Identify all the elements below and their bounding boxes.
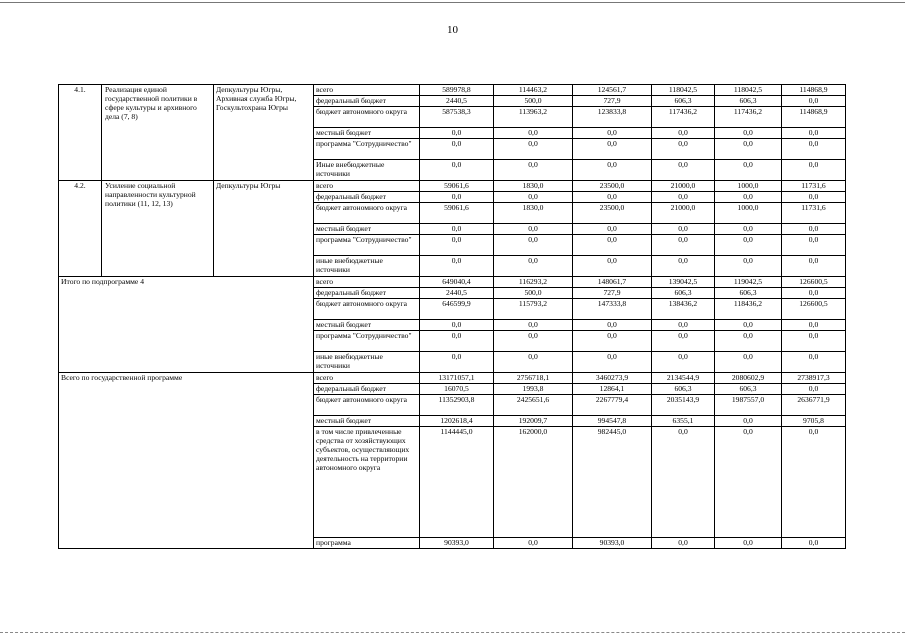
funding-source: федеральный бюджет [314, 192, 420, 203]
funding-source: местный бюджет [314, 416, 420, 427]
funding-source: бюджет автономного округа [314, 395, 420, 416]
amount-cell: 0,0 [494, 320, 573, 331]
amount-cell: 0,0 [715, 192, 782, 203]
activity-name: Реализация единой государственной политики в сфере культуры и архивного дела (7, 8) [102, 85, 214, 181]
page-number: 10 [447, 24, 458, 36]
amount-cell: 2738917,3 [782, 373, 846, 384]
funding-source: федеральный бюджет [314, 96, 420, 107]
amount-cell: 606,3 [715, 384, 782, 395]
amount-cell: 0,0 [420, 160, 494, 181]
amount-cell: 0,0 [782, 192, 846, 203]
amount-cell: 0,0 [652, 320, 715, 331]
amount-cell: 147333,8 [573, 299, 652, 320]
amount-cell: 0,0 [420, 128, 494, 139]
amount-cell: 0,0 [652, 256, 715, 277]
amount-cell: 0,0 [494, 224, 573, 235]
amount-cell: 0,0 [652, 160, 715, 181]
amount-cell: 162000,0 [494, 427, 573, 538]
amount-cell: 0,0 [782, 128, 846, 139]
amount-cell: 0,0 [652, 427, 715, 538]
funding-source: программа "Сотрудничество" [314, 235, 420, 256]
amount-cell: 0,0 [782, 320, 846, 331]
amount-cell: 1830,0 [494, 181, 573, 192]
amount-cell: 1993,8 [494, 384, 573, 395]
amount-cell: 606,3 [715, 288, 782, 299]
amount-cell: 0,0 [573, 352, 652, 373]
amount-cell: 649040,4 [420, 277, 494, 288]
amount-cell: 0,0 [782, 256, 846, 277]
amount-cell: 0,0 [715, 427, 782, 538]
amount-cell: 2425651,6 [494, 395, 573, 416]
amount-cell: 117436,2 [652, 107, 715, 128]
amount-cell: 0,0 [420, 139, 494, 160]
executor: Депкультуры Югры, Архивная служба Югры, Госкультохрана Югры [214, 85, 314, 181]
amount-cell: 21000,0 [652, 203, 715, 224]
amount-cell: 9705,8 [782, 416, 846, 427]
activity-name: Усиление социальной направленности культурной политики (11, 12, 13) [102, 181, 214, 277]
funding-source: программа "Сотрудничество" [314, 139, 420, 160]
amount-cell: 606,3 [652, 384, 715, 395]
row-number: 4.1. [59, 85, 102, 181]
amount-cell: 0,0 [782, 235, 846, 256]
funding-source: в том числе привлеченные средства от хозяйствующих субъектов, осуществляющих деятельность на территории автономного округа [314, 427, 420, 538]
amount-cell: 994547,8 [573, 416, 652, 427]
amount-cell: 0,0 [782, 384, 846, 395]
funding-source: местный бюджет [314, 128, 420, 139]
amount-cell: 0,0 [782, 224, 846, 235]
amount-cell: 0,0 [573, 128, 652, 139]
amount-cell: 0,0 [420, 320, 494, 331]
amount-cell: 0,0 [494, 192, 573, 203]
amount-cell: 0,0 [715, 256, 782, 277]
amount-cell: 606,3 [652, 96, 715, 107]
amount-cell: 0,0 [573, 139, 652, 160]
amount-cell: 2636771,9 [782, 395, 846, 416]
amount-cell: 589978,8 [420, 85, 494, 96]
amount-cell: 114868,9 [782, 85, 846, 96]
amount-cell: 0,0 [494, 256, 573, 277]
amount-cell: 727,9 [573, 288, 652, 299]
amount-cell: 59061,6 [420, 203, 494, 224]
amount-cell: 0,0 [652, 128, 715, 139]
amount-cell: 0,0 [715, 331, 782, 352]
amount-cell: 116293,2 [494, 277, 573, 288]
table-row [59, 181, 846, 192]
amount-cell: 126600,5 [782, 277, 846, 288]
amount-cell: 0,0 [573, 320, 652, 331]
amount-cell: 21000,0 [652, 181, 715, 192]
amount-cell: 2756718,1 [494, 373, 573, 384]
amount-cell: 0,0 [494, 352, 573, 373]
amount-cell: 0,0 [494, 235, 573, 256]
program-funding-table [58, 84, 846, 549]
amount-cell: 646599,9 [420, 299, 494, 320]
amount-cell: 90393,0 [573, 538, 652, 549]
amount-cell: 0,0 [652, 139, 715, 160]
amount-cell: 0,0 [782, 427, 846, 538]
amount-cell: 982445,0 [573, 427, 652, 538]
amount-cell: 0,0 [494, 331, 573, 352]
amount-cell: 0,0 [652, 224, 715, 235]
top-edge-line [0, 2, 905, 3]
amount-cell: 0,0 [652, 331, 715, 352]
amount-cell: 500,0 [494, 96, 573, 107]
amount-cell: 0,0 [652, 235, 715, 256]
amount-cell: 0,0 [715, 320, 782, 331]
funding-source: программа "Сотрудничество" [314, 331, 420, 352]
amount-cell: 16070,5 [420, 384, 494, 395]
amount-cell: 2267779,4 [573, 395, 652, 416]
amount-cell: 0,0 [420, 192, 494, 203]
amount-cell: 59061,6 [420, 181, 494, 192]
amount-cell: 1202618,4 [420, 416, 494, 427]
amount-cell: 2440,5 [420, 288, 494, 299]
amount-cell: 139042,5 [652, 277, 715, 288]
amount-cell: 0,0 [715, 416, 782, 427]
funding-source: бюджет автономного округа [314, 107, 420, 128]
amount-cell: 0,0 [573, 192, 652, 203]
amount-cell: 114868,9 [782, 107, 846, 128]
amount-cell: 2134544,9 [652, 373, 715, 384]
bottom-edge-line [0, 632, 905, 633]
amount-cell: 90393,0 [420, 538, 494, 549]
amount-cell: 124561,7 [573, 85, 652, 96]
amount-cell: 1144445,0 [420, 427, 494, 538]
table-row [59, 373, 846, 384]
amount-cell: 0,0 [573, 224, 652, 235]
amount-cell: 6355,1 [652, 416, 715, 427]
amount-cell: 2035143,9 [652, 395, 715, 416]
amount-cell: 0,0 [782, 538, 846, 549]
funding-source: программа [314, 538, 420, 549]
amount-cell: 0,0 [782, 96, 846, 107]
amount-cell: 0,0 [420, 352, 494, 373]
amount-cell: 0,0 [715, 352, 782, 373]
amount-cell: 1000,0 [715, 181, 782, 192]
funding-source: местный бюджет [314, 320, 420, 331]
amount-cell: 0,0 [494, 160, 573, 181]
amount-cell: 0,0 [652, 538, 715, 549]
amount-cell: 0,0 [420, 224, 494, 235]
funding-source: всего [314, 373, 420, 384]
funding-source: бюджет автономного округа [314, 299, 420, 320]
funding-source: всего [314, 85, 420, 96]
amount-cell: 192009,7 [494, 416, 573, 427]
amount-cell: 1830,0 [494, 203, 573, 224]
total-label: Всего по государственной программе [59, 373, 314, 549]
amount-cell: 500,0 [494, 288, 573, 299]
funding-source: бюджет автономного округа [314, 203, 420, 224]
amount-cell: 118436,2 [715, 299, 782, 320]
amount-cell: 119042,5 [715, 277, 782, 288]
amount-cell: 0,0 [715, 538, 782, 549]
amount-cell: 0,0 [494, 538, 573, 549]
amount-cell: 0,0 [652, 352, 715, 373]
amount-cell: 0,0 [715, 235, 782, 256]
table-row [59, 85, 846, 96]
amount-cell: 12864,1 [573, 384, 652, 395]
amount-cell: 0,0 [715, 139, 782, 160]
amount-cell: 0,0 [573, 331, 652, 352]
amount-cell: 0,0 [715, 128, 782, 139]
funding-source: иные внебюджетные источники [314, 352, 420, 373]
amount-cell: 148061,7 [573, 277, 652, 288]
amount-cell: 23500,0 [573, 181, 652, 192]
amount-cell: 138436,2 [652, 299, 715, 320]
amount-cell: 0,0 [420, 256, 494, 277]
amount-cell: 727,9 [573, 96, 652, 107]
amount-cell: 0,0 [782, 331, 846, 352]
amount-cell: 3460273,9 [573, 373, 652, 384]
amount-cell: 0,0 [573, 160, 652, 181]
amount-cell: 1987557,0 [715, 395, 782, 416]
amount-cell: 0,0 [494, 128, 573, 139]
amount-cell: 0,0 [573, 235, 652, 256]
amount-cell: 123833,8 [573, 107, 652, 128]
amount-cell: 0,0 [782, 139, 846, 160]
table-row [59, 277, 846, 288]
funding-source: местный бюджет [314, 224, 420, 235]
amount-cell: 0,0 [652, 192, 715, 203]
table-body [59, 85, 846, 549]
amount-cell: 23500,0 [573, 203, 652, 224]
amount-cell: 113963,2 [494, 107, 573, 128]
amount-cell: 0,0 [715, 160, 782, 181]
amount-cell: 126600,5 [782, 299, 846, 320]
amount-cell: 587538,3 [420, 107, 494, 128]
funding-source: федеральный бюджет [314, 384, 420, 395]
amount-cell: 1000,0 [715, 203, 782, 224]
amount-cell: 118042,5 [715, 85, 782, 96]
amount-cell: 0,0 [715, 224, 782, 235]
amount-cell: 115793,2 [494, 299, 573, 320]
funding-source: всего [314, 277, 420, 288]
funding-source: федеральный бюджет [314, 288, 420, 299]
amount-cell: 0,0 [494, 139, 573, 160]
amount-cell: 2440,5 [420, 96, 494, 107]
amount-cell: 2080602,9 [715, 373, 782, 384]
amount-cell: 606,3 [652, 288, 715, 299]
executor: Депкультуры Югры [214, 181, 314, 277]
amount-cell: 13171057,1 [420, 373, 494, 384]
amount-cell: 114463,2 [494, 85, 573, 96]
amount-cell: 606,3 [715, 96, 782, 107]
funding-source: всего [314, 181, 420, 192]
funding-source: иные внебюджетные источники [314, 256, 420, 277]
amount-cell: 11731,6 [782, 203, 846, 224]
amount-cell: 118042,5 [652, 85, 715, 96]
amount-cell: 0,0 [782, 160, 846, 181]
amount-cell: 0,0 [573, 256, 652, 277]
amount-cell: 11352903,8 [420, 395, 494, 416]
funding-source: Иные внебюджетные источники [314, 160, 420, 181]
amount-cell: 0,0 [420, 235, 494, 256]
total-label: Итого по подпрограмме 4 [59, 277, 314, 373]
row-number: 4.2. [59, 181, 102, 277]
amount-cell: 11731,6 [782, 181, 846, 192]
amount-cell: 0,0 [420, 331, 494, 352]
amount-cell: 117436,2 [715, 107, 782, 128]
amount-cell: 0,0 [782, 288, 846, 299]
amount-cell: 0,0 [782, 352, 846, 373]
